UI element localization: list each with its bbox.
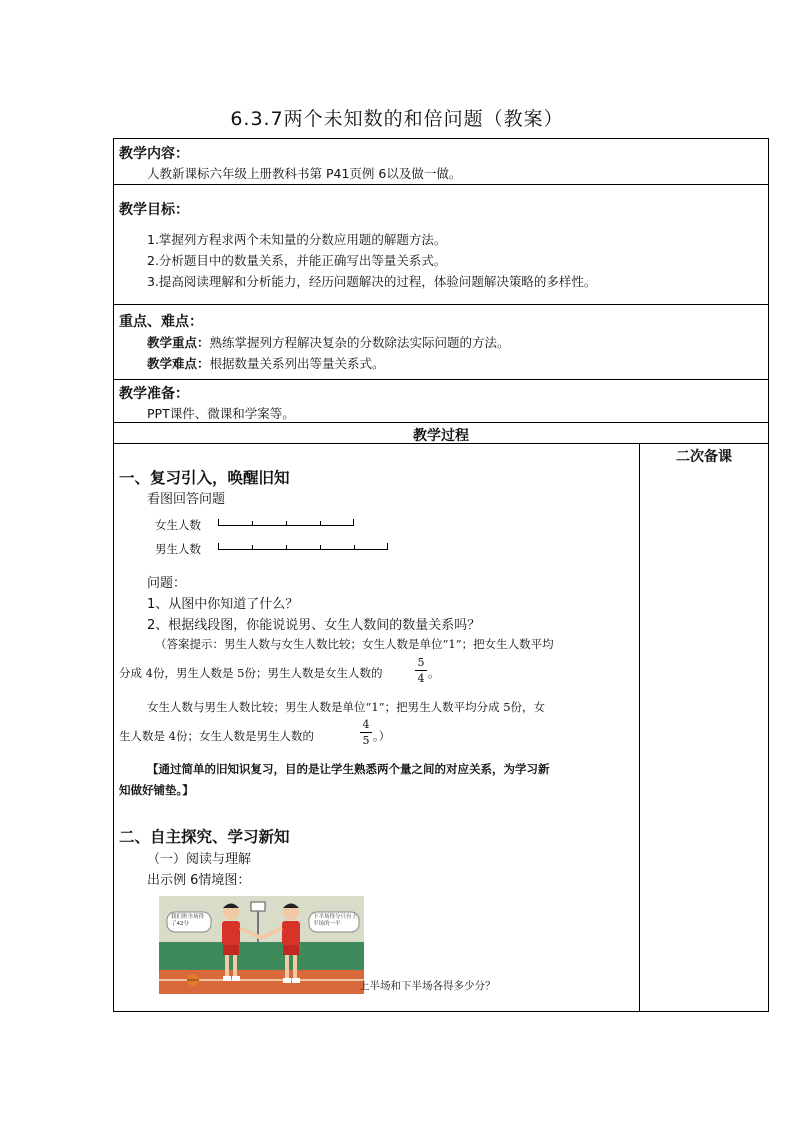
goals-heading: 教学目标： [119, 202, 189, 218]
question-label: 问题： [147, 576, 187, 591]
hint-line: （答案提示：男生人数与女生人数比较；女生人数是单位“1”；把女生人数平均 [155, 637, 554, 651]
prep-heading: 教学准备： [119, 386, 189, 402]
side-notes-header: 二次备课 [676, 449, 732, 465]
example-scene-image [159, 896, 514, 1000]
fraction-denominator: 4 [417, 672, 425, 685]
girls-label: 女生人数 [155, 518, 201, 532]
section2-show: 出示例 6情境图： [147, 873, 251, 888]
content-text: 人教新课标六年级上册教科书第 P41页例 6以及做一做。 [147, 166, 462, 181]
speech-bubble-right: 下半场得分只有上半场的一半 [313, 914, 358, 927]
difficulty-text: 根据数量关系列出等量关系式。 [209, 356, 385, 371]
hint-line: 女生人数与男生人数比较；男生人数是单位“1”；把男生人数平均分成 5份，女 [147, 700, 546, 714]
column-divider [639, 443, 640, 1012]
process-header: 教学过程 [413, 428, 469, 444]
fraction-denominator: 5 [362, 734, 370, 747]
prep-text: PPT课件、微课和学案等。 [147, 406, 295, 421]
fraction-numerator: 5 [417, 656, 425, 669]
row-divider [113, 379, 769, 380]
design-note: 知做好铺垫。】 [119, 783, 194, 797]
difficulty-row [147, 354, 385, 372]
row-divider [113, 184, 769, 185]
goal-item: 1.掌握列方程求两个未知量的分数应用题的解题方法。 [147, 232, 447, 247]
hint-line-end: 。 [428, 666, 440, 680]
hint-line-end: 。） [373, 729, 391, 743]
question-2: 2、根据线段图，你能说说男、女生人数间的数量关系吗？ [147, 618, 481, 633]
row-divider [113, 422, 769, 423]
design-note: 【通过简单的旧知识复习，目的是让学生熟悉两个量之间的对应关系，为学习新 [147, 762, 550, 776]
difficulty-label: 教学难点： [147, 356, 210, 371]
hint-line: 生人数是 4份；女生人数是男生人数的 [119, 729, 314, 743]
question-1: 1、从图中你知道了什么？ [147, 597, 299, 612]
key-point-text: 熟练掌握列方程解决复杂的分数除法实际问题的方法。 [209, 335, 510, 350]
boys-line-segment [218, 540, 388, 550]
key-points-heading: 重点、难点： [119, 314, 203, 330]
hint-line: 分成 4份，男生人数是 5份；男生人数是女生人数的 [119, 666, 383, 680]
document-title: 6.3.7两个未知数的和倍问题（教案） [230, 108, 564, 130]
section2-heading: 二、自主探究、学习新知 [119, 828, 290, 846]
fraction-numerator: 4 [362, 718, 370, 731]
content-heading: 教学内容： [119, 146, 189, 162]
section2-sub: （一）阅读与理解 [147, 852, 252, 867]
fraction-five-fourths [415, 656, 427, 685]
fraction-four-fifths [360, 718, 372, 747]
section1-heading: 一、复习引入，唤醒旧知 [119, 469, 290, 487]
speech-bubble-left: 我们班全场得了42分 [171, 914, 205, 927]
row-divider [113, 304, 769, 305]
girls-line-segment [218, 516, 354, 526]
goal-item: 3.提高阅读理解和分析能力，经历问题解决的过程，体验问题解决策略的多样性。 [147, 274, 597, 289]
scene-question: 上半场和下半场各得多少分？ [359, 980, 496, 992]
section1-intro: 看图回答问题 [147, 492, 226, 507]
goal-item: 2.分析题目中的数量关系，并能正确写出等量关系式。 [147, 253, 447, 268]
boys-label: 男生人数 [155, 542, 201, 556]
key-point-row [147, 333, 510, 351]
key-point-label: 教学重点： [147, 335, 210, 350]
